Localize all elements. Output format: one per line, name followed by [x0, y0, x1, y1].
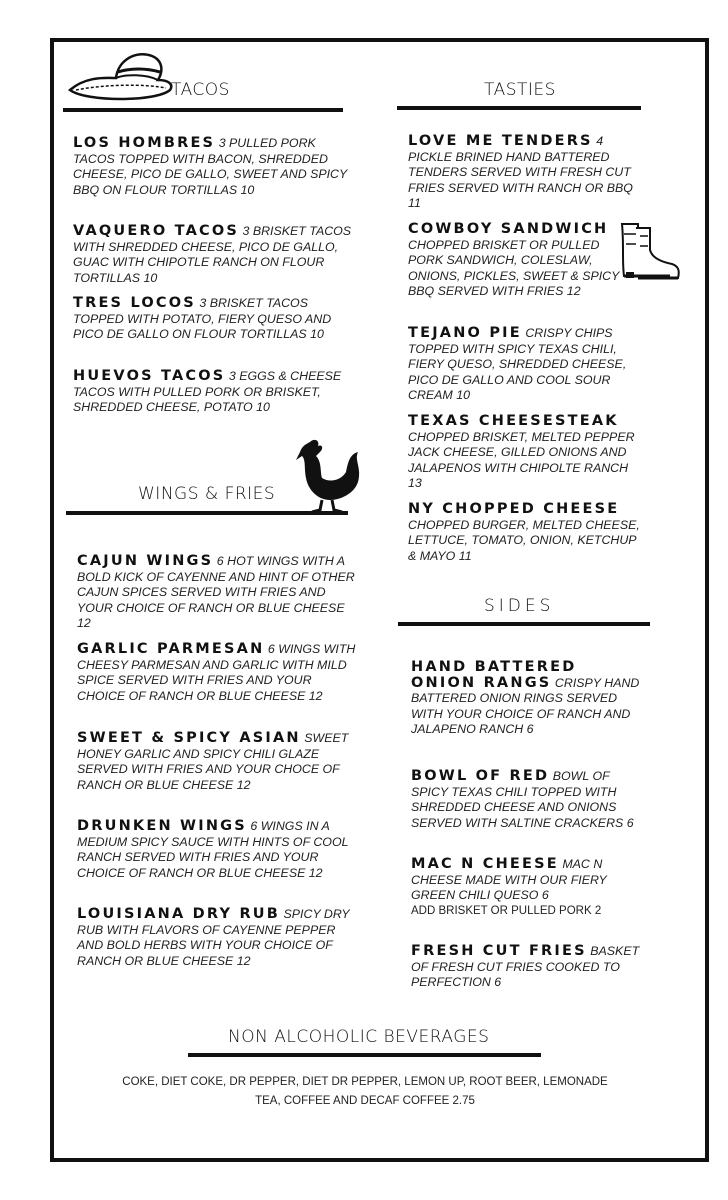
menu-item [77, 819, 359, 881]
item-name: COWBOY SANDWICH [408, 221, 609, 237]
wings-rule [66, 511, 348, 515]
menu-item [73, 136, 355, 198]
menu-item [73, 369, 355, 416]
tasties-title: TASTIES [484, 80, 556, 100]
tasties-rule [397, 106, 641, 110]
item-name: LOVE ME TENDERS [408, 133, 593, 149]
rooster-icon [292, 438, 364, 516]
sombrero-icon [66, 48, 176, 102]
item-name: VAQUERO TACOS [73, 223, 240, 239]
menu-item [77, 731, 359, 793]
item-desc: CHOPPED BURGER, MELTED CHEESE, LETTUCE, TOMATO, ONION, KETCHUP & MAYO 11 [408, 517, 640, 563]
item-name: TRES LOCOS [73, 295, 196, 311]
item-name: TEXAS CHEESESTEAK [408, 413, 619, 429]
item-desc: CRISPY CHIPS TOPPED WITH SPICY TEXAS CHILI, FIERY QUESO, SHREDDED CHEESE, PICO DE GALLO AND COOL SOUR CREAM 10 [408, 326, 627, 403]
item-name: LOUISIANA DRY RUB [77, 906, 281, 922]
item-desc: 6 HOT WINGS WITH A BOLD KICK OF CAYENNE AND HINT OF OTHER CAJUN SPICES SERVED WITH FRIES AND YOUR CHOICE OF RANCH OR BLUE CHEESE 12 [77, 554, 355, 631]
item-name: TEJANO PIE [408, 325, 522, 341]
menu-item [411, 857, 647, 919]
menu-item [77, 907, 359, 969]
item-desc: CRISPY HAND BATTERED ONION RINGS SERVED WITH YOUR CHOICE OF RANCH AND JALAPENO RANCH 6 [411, 675, 640, 737]
beverages-title: NON ALCOHOLIC BEVERAGES [228, 1027, 490, 1047]
item-desc: CHOPPED BRISKET OR PULLED PORK SANDWICH, COLESLAW, ONIONS, PICKLES, SWEET & SPICY BBQ SERVED WITH FRIES 12 [408, 237, 620, 299]
item-name: MAC N CHEESE [411, 856, 559, 872]
menu-item [411, 769, 647, 831]
item-desc: BOWL OF SPICY TEXAS CHILI TOPPED WITH SHREDDED CHEESE AND ONIONS SERVED WITH SALTINE CRACKERS 6 [411, 769, 634, 830]
sides-rule [398, 622, 650, 626]
menu-item [73, 296, 355, 343]
menu-item [408, 326, 644, 404]
item-name: GARLIC PARMESAN [77, 641, 265, 657]
item-desc: 3 BRISKET TACOS WITH SHREDDED CHEESE, PICO DE GALLO, GUAC WITH CHIPOTLE RANCH ON FLOUR TORTILLAS 10 [73, 224, 352, 285]
beverages-line-1: COKE, DIET COKE, DR PEPPER, DIET DR PEPPER, LEMON UP, ROOT BEER, LEMONADE [122, 1076, 608, 1088]
beverages-line-2: TEA, COFFEE AND DECAF COFFEE 2.75 [255, 1095, 475, 1107]
item-desc: MAC N CHEESE MADE WITH OUR FIERY GREEN CHILI QUESO 6 [411, 857, 607, 903]
item-name: DRUNKEN WINGS [77, 818, 247, 834]
item-desc: SWEET HONEY GARLIC AND SPICY CHILI GLAZE SERVED WITH FRIES AND YOUR CHOCE OF RANCH OR BLUE CHEESE 12 [77, 731, 349, 792]
item-desc: BASKET OF FRESH CUT FRIES COOKED TO PERFECTION 6 [411, 944, 640, 990]
menu-item [411, 944, 647, 991]
tacos-title: TACOS [171, 80, 230, 100]
menu-item [408, 502, 644, 564]
item-name: LOS HOMBRES [73, 135, 216, 151]
beverages-list [80, 1073, 650, 1111]
item-desc: 3 BRISKET TACOS TOPPED WITH POTATO, FIERY QUESO AND PICO DE GALLO ON FLOUR TORTILLAS 10 [73, 296, 332, 342]
tacos-rule [63, 108, 343, 112]
item-desc: CHOPPED BRISKET, MELTED PEPPER JACK CHEESE, GILLED ONIONS AND JALAPENOS WITH CHIPOLTE RANCH 13 [408, 429, 635, 491]
item-desc: 3 PULLED PORK TACOS TOPPED WITH BACON, SHREDDED CHEESE, PICO DE GALLO, SWEET AND SPICY BBQ ON FLOUR TORTILLAS 10 [73, 136, 348, 197]
item-desc: SPICY DRY RUB WITH FLAVORS OF CAYENNE PEPPER AND BOLD HERBS WITH YOUR CHOICE OF RANCH OR BLUE CHEESE 12 [77, 907, 350, 968]
item-name: NY CHOPPED CHEESE [408, 501, 620, 517]
menu-item [408, 222, 620, 300]
menu-item [77, 554, 359, 632]
sides-title: SIDES [484, 596, 555, 616]
item-name: CAJUN WINGS [77, 553, 214, 569]
menu-item [408, 134, 644, 212]
wings-title: WINGS & FRIES [138, 484, 276, 504]
item-name: BOWL OF RED [411, 768, 550, 784]
item-desc: 6 WINGS WITH CHEESY PARMESAN AND GARLIC WITH MILD SPICE SERVED WITH FRIES AND YOUR CHOICE OF RANCH OR BLUE CHEESE 12 [77, 642, 356, 703]
menu-item [77, 642, 359, 704]
menu-item [408, 414, 644, 492]
item-addon: ADD BRISKET OR PULLED PORK 2 [411, 904, 602, 917]
item-name: HAND BATTERED ONION RANGS [411, 659, 577, 691]
item-name: HUEVOS TACOS [73, 368, 226, 384]
cowboy-boots-icon [616, 220, 680, 284]
item-name: FRESH CUT FRIES [411, 943, 587, 959]
item-desc: 3 EGGS & CHEESE TACOS WITH PULLED PORK OR BRISKET, SHREDDED CHEESE, POTATO 10 [73, 369, 342, 415]
item-desc: 6 WINGS IN A MEDIUM SPICY SAUCE WITH HINTS OF COOL RANCH SERVED WITH FRIES AND YOUR CHOICE OF RANCH OR BLUE CHEESE 12 [77, 819, 349, 880]
item-name: SWEET & SPICY ASIAN [77, 730, 301, 746]
item-desc: 4 PICKLE BRINED HAND BATTERED TENDERS SERVED WITH FRESH CUT FRIES SERVED WITH RANCH OR BBQ 11 [408, 134, 633, 211]
menu-item [73, 224, 355, 286]
beverages-rule [188, 1053, 541, 1057]
menu-item [411, 660, 647, 738]
